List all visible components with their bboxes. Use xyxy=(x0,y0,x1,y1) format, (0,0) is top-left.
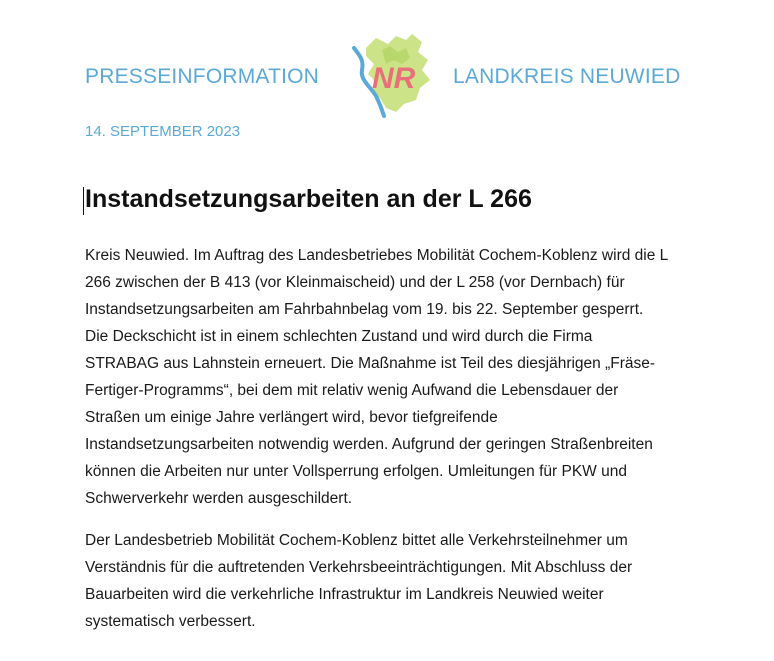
paragraph-line: Verständnis für die auftretenden Verkehrsbeeinträchtigungen. Mit Abschluss der xyxy=(85,559,633,576)
district-logo-icon xyxy=(346,30,440,120)
district-label: LANDKREIS NEUWIED xyxy=(453,65,681,88)
paragraph-1 xyxy=(85,242,705,512)
release-date: 14. SEPTEMBER 2023 xyxy=(85,123,241,140)
document-title: Instandsetzungsarbeiten an der L 266 xyxy=(85,185,532,213)
paragraph-line: können die Arbeiten nur unter Vollsperrung erfolgen. Umleitungen für PKW und xyxy=(85,463,627,480)
press-info-label: PRESSEINFORMATION xyxy=(85,65,320,88)
letterhead xyxy=(0,30,774,120)
paragraph-2 xyxy=(85,527,705,635)
paragraph-line: 266 zwischen der B 413 (vor Kleinmaischeid) und der L 258 (vor Dernbach) für xyxy=(85,274,625,291)
paragraph-line: Instandsetzungsarbeiten notwendig werden. Aufgrund der geringen Straßenbreiten xyxy=(85,436,653,453)
logo-lettering: NR xyxy=(372,62,416,95)
paragraph-line: Schwerverkehr werden ausgeschildert. xyxy=(85,490,353,507)
paragraph-line: systematisch verbessert. xyxy=(85,613,256,630)
paragraph-line: Der Landesbetrieb Mobilität Cochem-Koblenz bittet alle Verkehrsteilnehmer um xyxy=(85,532,628,549)
paragraph-line: Die Deckschicht ist in einem schlechten Zustand und wird durch die Firma xyxy=(85,328,593,345)
paragraph-line: Bauarbeiten wird die verkehrliche Infrastruktur im Landkreis Neuwied weiter xyxy=(85,586,604,603)
paragraph-line: Kreis Neuwied. Im Auftrag des Landesbetriebes Mobilität Cochem-Koblenz wird die L xyxy=(85,247,669,264)
paragraph-line: STRABAG aus Lahnstein erneuert. Die Maßnahme ist Teil des diesjährigen „Fräse- xyxy=(85,355,656,372)
paragraph-line: Instandsetzungsarbeiten am Fahrbahnbelag vom 19. bis 22. September gesperrt. xyxy=(85,301,644,318)
paragraph-line: Straßen um einige Jahre verlängert wird, bevor tiefgreifende xyxy=(85,409,498,426)
text-cursor xyxy=(83,187,84,215)
paragraph-line: Fertiger-Programms“, bei dem mit relativ wenig Aufwand die Lebensdauer der xyxy=(85,382,619,399)
district-logo xyxy=(346,30,440,120)
